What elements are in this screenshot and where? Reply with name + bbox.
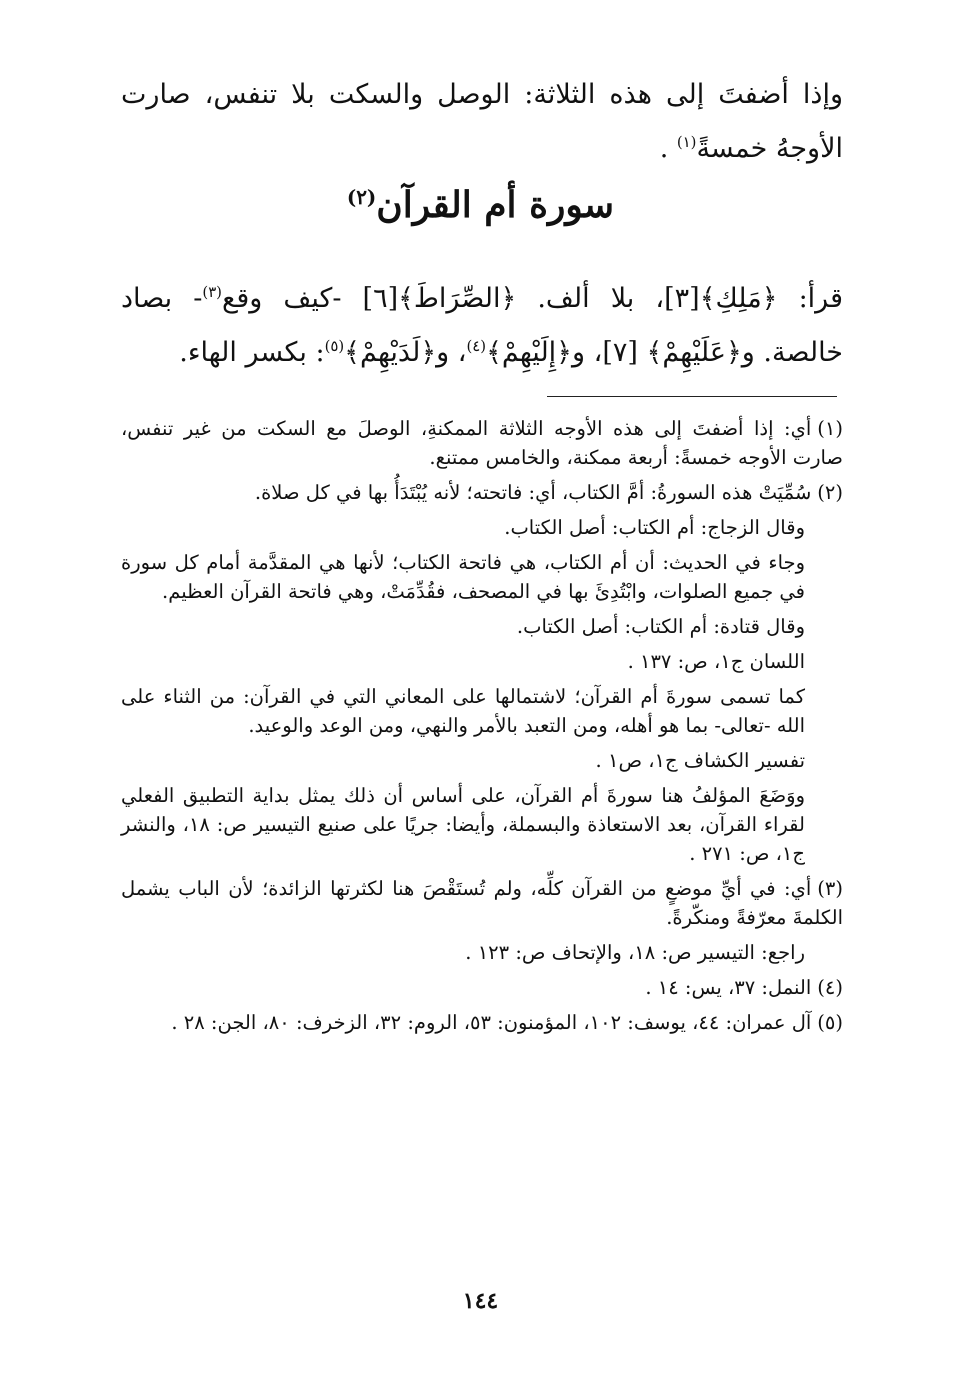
footnote-text: النمل: ٣٧، يس: ١٤ . xyxy=(645,976,812,999)
footnote-ref-5[interactable]: (٥) xyxy=(324,337,345,355)
intro-text: وإذا أضفتَ إلى هذه الثلاثة: الوصل والسكت بلا تنفس، صارت الأوجهُ خمسةً xyxy=(121,79,843,164)
reading-part-4: : بكسر الهاء. xyxy=(179,337,325,368)
footnote-ref-1[interactable]: (١) xyxy=(676,133,697,151)
footnote-text: أي: إذا أضفتَ إلى هذه الأوجه الثلاثة الممكنةِ، الوصلَ مع السكت من غير تنفس، صارت الأوجه خمسةً: أربعة ممكنة، والخامس ممتنع. xyxy=(121,417,843,469)
reading-part-3: ، و﴿لَدَيْهِمْ﴾ xyxy=(344,337,467,368)
footnotes-section xyxy=(121,414,843,1037)
footnote-number: (٥) xyxy=(817,1011,843,1034)
footnote-ref-2[interactable]: (٢) xyxy=(346,185,377,209)
reading-part-1: قرأ: ﴿مَلِكِ﴾[٣]، بلا ألف. ﴿الصِّرَاطَ﴾[٦] -كيف وقع xyxy=(221,283,843,314)
footnote-3 xyxy=(121,874,843,932)
footnote-number: (١) xyxy=(817,417,843,440)
page-number: ١٤٤ xyxy=(462,1288,499,1314)
footnote-2-zajjaj: وقال الزجاج: أم الكتاب: أصل الكتاب. xyxy=(504,516,805,539)
footnote-2-hadith: وجاء في الحديث: أن أم الكتاب، هي فاتحة الكتاب؛ لأنها هي المقدَّمة أمام كل سورة في جميع الصلوات، وابْتُدِئَ بها في المصحف، فقُدِّمَتْ، وهي فاتحة القرآن العظيم. xyxy=(121,551,805,603)
footnote-text: أي: في أيِّ موضعٍ من القرآن كلِّه، ولم تُستَقْصَ هنا لكثرتها الزائدة؛ لأن الباب يشمل الكلمةَ معرّفةً ومنكّرةً. xyxy=(121,877,843,929)
footnote-2-kashshaf-ref: تفسير الكشاف ج١، ص١ . xyxy=(595,749,805,772)
footnote-text: آل عمران: ٤٤، يوسف: ١٠٢، المؤمنون: ٥٣، الروم: ٣٢، الزخرف: ٨٠، الجن: ٢٨ . xyxy=(171,1011,812,1034)
footnote-2-lisan-ref: اللسان ج١، ص: ١٣٧ . xyxy=(627,650,805,673)
intro-end: . xyxy=(659,133,677,164)
section-heading xyxy=(0,184,961,226)
heading-text: سورة أم القرآن xyxy=(376,184,615,226)
reading-part-2: - بصاد خالصة. و﴿عَلَيْهِمْ﴾ [٧]، و﴿إِلَيْهِمْ﴾ xyxy=(121,283,843,368)
footnote-ref-3[interactable]: (٣) xyxy=(202,283,222,301)
footnote-number: (٢) xyxy=(817,481,843,504)
footnote-text: سُمِّيَتْ هذه السورةُ: أمَّ الكتاب، أي: فاتحته؛ لأنه يُبْتَدَأُ بها في كل صلاة. xyxy=(254,481,812,504)
footnote-2-qatada: وقال قتادة: أم الكتاب: أصل الكتاب. xyxy=(516,615,805,638)
intro-paragraph xyxy=(121,68,843,176)
footnote-number: (٤) xyxy=(817,976,843,999)
reading-paragraph xyxy=(121,272,843,380)
footnote-2 xyxy=(121,478,843,507)
footnote-2-author-note: ووَضَعَ المؤلفُ هنا سورةَ أم القرآن، على أساس أن ذلك يمثل بداية التطبيق الفعلي لقراء القرآن، بعد الاستعاذة والبسملة، وأيضا: جريًا على صنيع التيسير ص: ١٨، والنشر ج١، ص: ٢٧١ . xyxy=(121,784,805,865)
footnote-1 xyxy=(121,414,843,472)
footnote-3-refs: راجع: التيسير ص: ١٨، والإتحاف ص: ١٢٣ . xyxy=(465,941,805,964)
footnote-5 xyxy=(121,1008,843,1037)
footnote-ref-4[interactable]: (٤) xyxy=(466,337,487,355)
footnote-4 xyxy=(121,973,843,1002)
footnote-2-naming: كما تسمى سورةَ أم القرآن؛ لاشتمالها على المعاني التي في القرآن: من الثناء على الله -تعالى- بما هو أهله، ومن التعبد بالأمر والنهي، ومن الوعد والوعيد. xyxy=(121,685,805,737)
footnote-number: (٣) xyxy=(817,877,843,900)
footnote-separator xyxy=(547,396,837,397)
